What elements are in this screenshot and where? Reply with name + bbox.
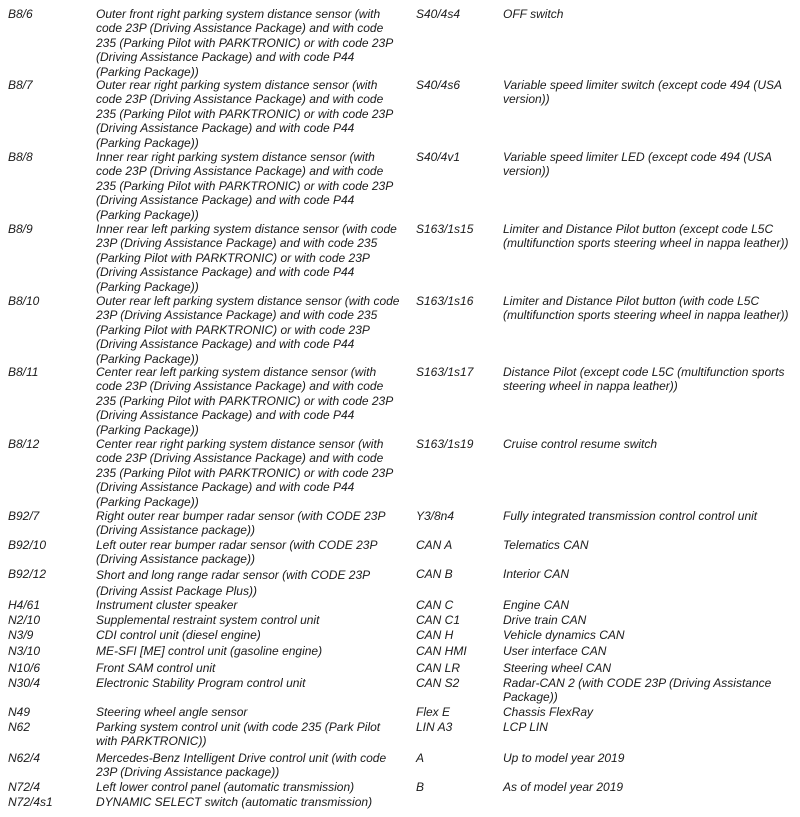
component-description: Interior CAN — [503, 567, 570, 581]
component-code: N10/6 — [8, 661, 41, 675]
component-description: CDI control unit (diesel engine) — [96, 628, 261, 642]
component-code: CAN LR — [416, 661, 461, 675]
component-code: N2/10 — [8, 613, 41, 627]
component-description: Engine CAN — [503, 598, 570, 612]
component-description: LCP LIN — [503, 720, 548, 734]
component-description: Front SAM control unit — [96, 661, 216, 675]
component-code: N62/4 — [8, 751, 41, 765]
component-description: Up to model year 2019 — [503, 751, 625, 765]
component-description: Electronic Stability Program control unit — [96, 676, 306, 690]
component-code: N3/10 — [8, 644, 41, 658]
component-code: LIN A3 — [416, 720, 453, 734]
component-code: N72/4 — [8, 780, 41, 794]
component-description: Telematics CAN — [503, 538, 589, 552]
component-description: Left outer rear bumper radar sensor (with CODE 23P (Driving Assistance package)) — [96, 538, 378, 567]
component-code: S163/1s19 — [416, 437, 474, 451]
component-description: Chassis FlexRay — [503, 705, 594, 719]
component-description: Outer rear right parking system distance sensor (with code 23P (Driving Assistance Package) and with code 235 (Parking Pilot with PARKTRONIC) or with code 23P (Driving Assistance Package) and with code P44 (Parking Package)) — [96, 78, 393, 150]
component-description: Instrument cluster speaker — [96, 598, 238, 612]
component-code: H4/61 — [8, 598, 41, 612]
component-code: S40/4s6 — [416, 78, 461, 92]
component-code: CAN B — [416, 567, 453, 581]
component-code: B92/10 — [8, 538, 47, 552]
component-description: Outer front right parking system distance sensor (with code 23P (Driving Assistance Package) and with code 235 (Parking Pilot with PARKTRONIC) or with code 23P (Driving Assistance Package) and with code P44 (Parking Package)) — [96, 7, 393, 79]
component-description: OFF switch — [503, 7, 564, 21]
component-description: Limiter and Distance Pilot button (with code L5C (multifunction sports steering wheel in nappa leather)) — [503, 294, 789, 323]
component-description: Variable speed limiter LED (except code 494 (USA version)) — [503, 150, 772, 179]
component-code: B — [416, 780, 425, 794]
component-code: S163/1s15 — [416, 222, 474, 236]
component-code: B8/6 — [8, 7, 33, 21]
component-code: B92/12 — [8, 567, 47, 581]
component-code: CAN HMI — [416, 644, 467, 658]
component-code: CAN S2 — [416, 676, 460, 690]
component-description: Steering wheel CAN — [503, 661, 612, 675]
component-description: Left lower control panel (automatic transmission) — [96, 780, 355, 794]
component-description: Limiter and Distance Pilot button (except code L5C (multifunction sports steering wheel in nappa leather)) — [503, 222, 789, 251]
component-code: Flex E — [416, 705, 451, 719]
component-description: Short and long range radar sensor (with CODE 23P (Driving Assist Package Plus)) — [96, 568, 370, 598]
component-code: N72/4s1 — [8, 795, 53, 809]
component-description: ME-SFI [ME] control unit (gasoline engine) — [96, 644, 323, 658]
component-code: B8/7 — [8, 78, 33, 92]
component-description: Center rear left parking system distance sensor (with code 23P (Driving Assistance Package) and with code 235 (Parking Pilot with PARKTRONIC) or with code 23P (Driving Assistance Package) and with code P44 (Parking Package)) — [96, 365, 393, 437]
component-description: Supplemental restraint system control unit — [96, 613, 320, 627]
component-code: S163/1s17 — [416, 365, 474, 379]
component-code: CAN C — [416, 598, 454, 612]
component-description: Distance Pilot (except code L5C (multifunction sports steering wheel in nappa leather)) — [503, 365, 785, 394]
component-code: N62 — [8, 720, 31, 734]
component-code: N49 — [8, 705, 31, 719]
component-description: DYNAMIC SELECT switch (automatic transmission) — [96, 795, 373, 809]
component-code: B8/11 — [8, 365, 39, 379]
component-description: User interface CAN — [503, 644, 607, 658]
component-code: CAN H — [416, 628, 454, 642]
component-description: Variable speed limiter switch (except code 494 (USA version)) — [503, 78, 782, 107]
component-code: B8/9 — [8, 222, 33, 236]
component-code: S40/4v1 — [416, 150, 461, 164]
component-code: B8/10 — [8, 294, 40, 308]
component-description: Parking system control unit (with code 235 (Park Pilot with PARKTRONIC)) — [96, 720, 381, 749]
component-code: B8/8 — [8, 150, 33, 164]
component-description: Inner rear right parking system distance sensor (with code 23P (Driving Assistance Package) and with code 235 (Parking Pilot with PARKTRONIC) or with code 23P (Driving Assistance Package) and with code P44 (Parking Package)) — [96, 150, 393, 222]
component-description: Steering wheel angle sensor — [96, 705, 248, 719]
component-description: Radar-CAN 2 (with CODE 23P (Driving Assistance Package)) — [503, 676, 772, 705]
component-description: Fully integrated transmission control control unit — [503, 509, 758, 523]
component-code: CAN A — [416, 538, 453, 552]
component-code: S40/4s4 — [416, 7, 461, 21]
component-description: Drive train CAN — [503, 613, 587, 627]
component-description: Outer rear left parking system distance sensor (with code 23P (Driving Assistance Package) and with code 235 (Parking Pilot with PARKTRONIC) or with code 23P (Driving Assistance Package) and with code P44 (Parking Package)) — [96, 294, 400, 366]
component-code: B92/7 — [8, 509, 40, 523]
component-description: Cruise control resume switch — [503, 437, 658, 451]
component-description: Mercedes-Benz Intelligent Drive control unit (with code 23P (Driving Assistance package)) — [96, 751, 387, 780]
component-code: CAN C1 — [416, 613, 461, 627]
component-description: Right outer rear bumper radar sensor (with CODE 23P (Driving Assistance package)) — [96, 509, 386, 538]
component-code: S163/1s16 — [416, 294, 474, 308]
component-description: As of model year 2019 — [503, 780, 624, 794]
component-code: B8/12 — [8, 437, 40, 451]
component-code: N30/4 — [8, 676, 41, 690]
component-description: Vehicle dynamics CAN — [503, 628, 625, 642]
component-description: Center rear right parking system distance sensor (with code 23P (Driving Assistance Package) and with code 235 (Parking Pilot with PARKTRONIC) or with code 23P (Driving Assistance Package) and with code P44 (Parking Package)) — [96, 437, 393, 509]
component-code: A — [416, 751, 425, 765]
component-code: N3/9 — [8, 628, 34, 642]
component-description: Inner rear left parking system distance sensor (with code 23P (Driving Assistance Package) and with code 235 (Parking Pilot with PARKTRONIC) or with code 23P (Driving Assistance Package) and with code P44 (Parking Package)) — [96, 222, 397, 294]
component-code: Y3/8n4 — [416, 509, 455, 523]
